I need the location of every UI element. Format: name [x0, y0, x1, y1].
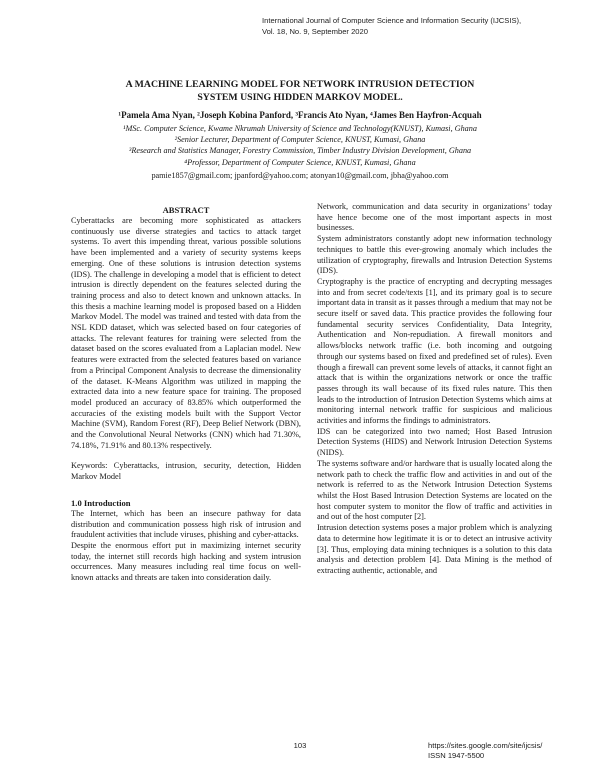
- title-line-2: SYSTEM USING HIDDEN MARKOV MODEL.: [197, 92, 403, 103]
- title-line-1: A MACHINE LEARNING MODEL FOR NETWORK INTRUSION DETECTION: [125, 79, 475, 90]
- journal-volume: Vol. 18, No. 9, September 2020: [262, 27, 368, 36]
- abstract-heading: ABSTRACT: [162, 205, 210, 215]
- journal-header: [262, 15, 562, 37]
- left-column: [71, 198, 301, 584]
- intro-paragraph-1: The Internet, which has been an insecure pathway for data distribution and communication possess high risk of intrusion and fraudulent activities that include viruses, phishing and cyber-attacks.: [71, 508, 301, 540]
- page-number: 103: [293, 741, 307, 750]
- abstract-text: Cyberattacks are becoming more sophisticated as attackers continuously use diverse strategies and tactics to attack target systems. To avert this impending threat, various possible solutions have been implemented and a variety of security systems keeps emerging. One of these solutions is intrusion detection systems (IDS). The challenge in developing a model that is efficient to detect intrusion is directly dependent on the features selected during the training process and also to detect known and unknown attacks. In this thesis a machine learning model is proposed based on a Hidden Markov Model. The model was trained and tested with data from the NSL KDD dataset, which was selected based on four categories of attacks. The relevant features for training were selected from the dataset based on the scores evaluated from a Laplacian model. New features were extracted from the selected features based on variance from a Principal Component Analysis to decrease the dimensionality of the dataset. K-Means Algorithm was utilized in mapping the extracted data into a new feature space for training. The proposed model produced an accuracy of 83.85% which outperformed the accuracies of the existing models built with the Support Vector Machine (SVM), Random Forest (RF), Deep Belief Network (DBN), and the Convolutional Neural Networks (CNN) which had 71.30%, 74.18%, 71.91% and 80.13% respectively.: [71, 216, 301, 450]
- body-paragraph-2: System administrators constantly adopt new information technology techniques to battle this ever-growing anomaly which includes the utilization of cryptography, firewalls and Intrusion Detection Systems (IDS).: [317, 234, 552, 276]
- journal-url[interactable]: https://sites.google.com/site/ijcsis/: [428, 741, 543, 750]
- body-paragraph-1: Network, communication and data security in organizations’ today have hence become one of the most important aspects in most businesses.: [317, 202, 552, 233]
- paper-title: [50, 78, 550, 104]
- affiliation-2: ²Senior Lecturer, Department of Computer Science, KNUST, Kumasi, Ghana: [174, 135, 426, 145]
- journal-name: International Journal of Computer Science and Information Security (IJCSIS),: [262, 16, 522, 25]
- body-paragraph-3: Cryptography is the practice of encrypting and decrypting messages into and from secret code/texts [1], and its primary goal is to secure important data in transit as it passes through a medium that may not be secure itself or saved data. This practice provides the following four fundamental security services Confidentiality, Data Integrity, Authentication and Non-repudiation. A firewall monitors and allows/blocks network traffic (i.e. both incoming and outgoing through our systems based on fixed and predefined set of rules). Even though a firewall can prevent some levels of attacks, it cannot fight an attack that is within the organizations network or once the traffic passes through its wall because of its fixed rules nature. This then leads to the introduction of Intrusion Detection Systems which aims at monitoring internal network traffic for suspicious and malicious activities and informs the findings to administrators.: [317, 276, 552, 426]
- issn: ISSN 1947-5500: [428, 751, 485, 760]
- introduction-heading: 1.0 Introduction: [71, 497, 131, 508]
- body-paragraph-4: IDS can be categorized into two named; Host Based Intrusion Detection Systems (HIDS) and Network Intrusion Detection Systems (NIDS).: [317, 426, 552, 458]
- author-list: ¹Pamela Ama Nyan, ²Joseph Kobina Panford, ³Francis Ato Nyan, ⁴James Ben Hayfron-Acquah: [118, 110, 482, 120]
- affiliation-4: ⁴Professor, Department of Computer Science, KNUST, Kumasi, Ghana: [184, 157, 416, 167]
- affiliation-1: ¹MSc. Computer Science, Kwame Nkrumah University of Science and Technology(KNUST), Kumasi, Ghana: [123, 124, 477, 133]
- affiliation-3: ³Research and Statistics Manager, Forestry Commission, Timber Industry Division Development, Ghana: [128, 146, 472, 156]
- intro-paragraph-2: Despite the enormous effort put in maximizing internet security today, the internet still records high hacking and system intrusion occurrences. Many measures including real time focus on well-known attacks and threats are taken into consideration daily.: [71, 540, 301, 583]
- right-column: [317, 202, 552, 577]
- body-paragraph-5: The systems software and/or hardware that is usually located along the network path to check the traffic flow and activities in and out of the network is referred to as the Network Intrusion Detection Systems whilst the Host Based Intrusion Detection Systems are located on the host computer system to monitor the flow of traffic and activities in and out of the host computer [2].: [317, 458, 553, 522]
- keywords: Keywords: Cyberattacks, intrusion, security, detection, Hidden Markov Model: [71, 461, 301, 482]
- body-paragraph-6: Intrusion detection systems poses a major problem which is analyzing data to determine how legitimate it is or to detect an intrusive activity [3]. Thus, employing data mining techniques is a solution to this data analysis and detection problem [4]. Data Mining is the method of extracting authentic, actionable, and: [317, 523, 552, 575]
- author-emails: pamie1857@gmail.com; jpanford@yahoo.com; atonyan10@gmail.com, jbha@yahoo.com: [151, 171, 449, 180]
- footer-info: [428, 741, 568, 761]
- affiliations: [40, 123, 560, 168]
